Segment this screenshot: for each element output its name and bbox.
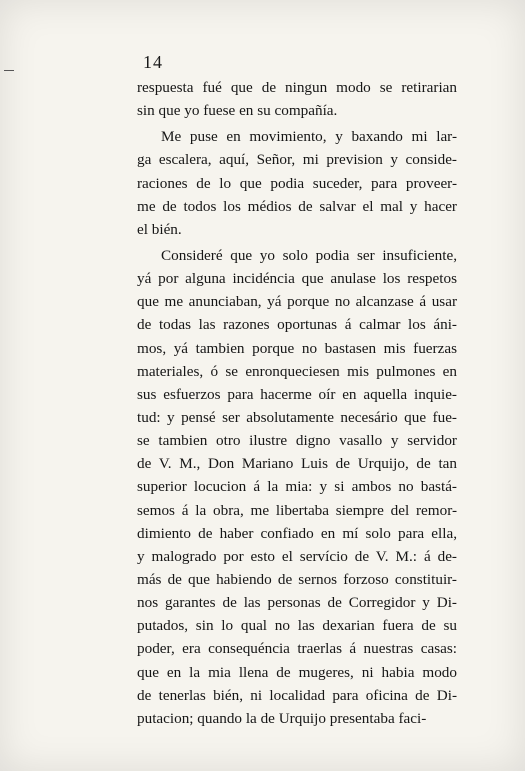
text-line: dimiento de haber confiado en mí solo para ella, (137, 524, 457, 542)
text-line: materiales, ó se enronqueciesen mis pulmones en (137, 362, 457, 380)
text-line: poder, era consequéncia traerlas á nuestras casas: (137, 640, 457, 658)
paragraph (137, 244, 457, 730)
text-line: putacion; quando la de Urquijo presentaba faci- (137, 709, 427, 727)
text-line: putados, sin lo qual no las dexarian fuera de su (137, 617, 457, 635)
text-line: que en la mia llena de mugeres, ni habia modo (137, 663, 457, 681)
paragraph (137, 125, 457, 241)
text-line: y malogrado por esto el servício de V. M.: á de- (137, 547, 457, 565)
text-line: nos garantes de las personas de Corregidor y Di- (137, 594, 457, 612)
text-line: de V. M., Don Mariano Luis de Urquijo, de tan (137, 455, 457, 473)
page-number: 14 (143, 52, 163, 72)
text-line: me de todos los médios de salvar el mal y hacer (137, 197, 457, 215)
text-line: el bién. (137, 220, 182, 238)
margin-mark (4, 70, 14, 71)
text-line: Consideré que yo solo podia ser insuficiente, (161, 246, 457, 264)
text-line: ga escalera, aquí, Señor, mi prevision y conside- (137, 151, 457, 169)
text-line: respuesta fué que de ningun modo se retirarian (137, 79, 457, 96)
body-text (137, 76, 457, 730)
text-line: de todas las razones oportunas á calmar los áni- (137, 316, 457, 334)
text-line: mos, yá tambien porque no bastasen mis fuerzas (137, 339, 457, 357)
paragraph (137, 76, 457, 122)
text-line: superior locucion á la mia: y si ambos no bastá- (137, 478, 457, 496)
text-line: se tambien otro ilustre digno vasallo y servidor (137, 432, 457, 450)
text-line: que me anunciaban, yá porque no alcanzase á usar (137, 293, 457, 311)
text-line: raciones de lo que podia suceder, para proveer- (137, 174, 457, 192)
text-line: sin que yo fuese en su compañía. (137, 102, 338, 120)
text-line: tud: y pensé ser absolutamente necesário que fue- (137, 408, 457, 426)
text-line: semos á la obra, me libertaba siempre del remor- (137, 501, 457, 519)
text-line: sus esfuerzos para hacerme oír en aquella inquie- (137, 385, 457, 403)
text-line: yá por alguna incidéncia que anulase los respetos (137, 270, 457, 288)
text-line: Me puse en movimiento, y baxando mi lar- (161, 128, 457, 146)
text-line: más de que habiendo de sernos forzoso constituir- (137, 570, 457, 588)
text-line: de tenerlas bién, ni localidad para oficina de Di- (137, 686, 457, 704)
